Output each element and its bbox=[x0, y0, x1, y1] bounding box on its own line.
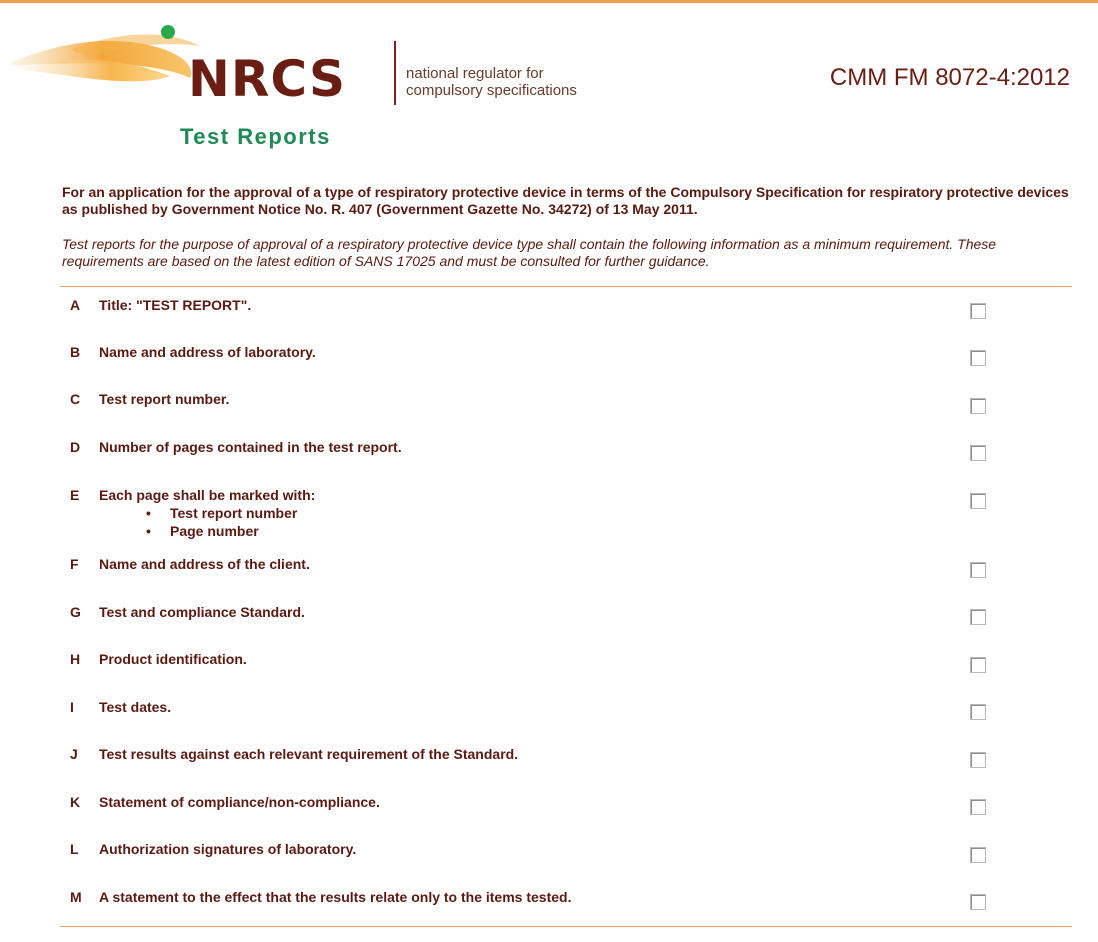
bullet-item: • Page number bbox=[99, 522, 999, 540]
requirement-letter: H bbox=[70, 651, 81, 667]
bottom-divider bbox=[60, 926, 1072, 927]
requirement-checkbox[interactable] bbox=[970, 894, 986, 910]
requirement-checkbox[interactable] bbox=[970, 350, 986, 366]
top-accent-rule bbox=[0, 0, 1098, 3]
requirement-letter: C bbox=[70, 391, 81, 407]
requirement-text-block bbox=[99, 486, 999, 540]
requirement-text: Number of pages contained in the test report. bbox=[99, 439, 402, 455]
requirement-letter: M bbox=[70, 889, 82, 905]
logo-tagline bbox=[406, 65, 626, 99]
top-divider bbox=[60, 286, 1072, 287]
requirement-text: Statement of compliance/non-compliance. bbox=[99, 794, 380, 810]
requirement-text: Name and address of the client. bbox=[99, 556, 310, 572]
requirement-letter: L bbox=[70, 841, 79, 857]
logo-divider bbox=[394, 41, 396, 105]
intro-guidance: Test reports for the purpose of approval of a respiratory protective device type shall contain the following information as a minimum requirement. These requirements are based on the latest edition of SANS 17025 and must be consulted for further guidance. bbox=[62, 236, 997, 269]
requirement-text: Product identification. bbox=[99, 651, 247, 667]
requirement-text: Test dates. bbox=[99, 699, 172, 715]
requirement-text: Test and compliance Standard. bbox=[99, 604, 305, 620]
tagline-line-1: national regulator for bbox=[406, 65, 544, 82]
requirement-checkbox[interactable] bbox=[970, 609, 986, 625]
requirement-checkbox[interactable] bbox=[970, 752, 986, 768]
requirement-letter: I bbox=[70, 699, 74, 715]
requirement-letter: K bbox=[70, 794, 81, 810]
requirement-letter: J bbox=[70, 746, 78, 762]
requirement-letter: D bbox=[70, 439, 81, 455]
requirement-checkbox[interactable] bbox=[970, 445, 986, 461]
requirement-text: Test results against each relevant requirement of the Standard. bbox=[99, 746, 519, 762]
requirement-checkbox[interactable] bbox=[970, 303, 986, 319]
requirement-checkbox[interactable] bbox=[970, 562, 986, 578]
requirement-checkbox[interactable] bbox=[970, 847, 986, 863]
logo-wordmark: NRCS bbox=[188, 50, 346, 108]
requirement-text: Each page shall be marked with: bbox=[99, 487, 316, 503]
requirement-letter: B bbox=[70, 344, 81, 360]
tagline-line-2: compulsory specifications bbox=[406, 82, 577, 99]
intro-statement: For an application for the approval of a type of respiratory protective device in terms of the Compulsory Specification for respiratory protective devices as published by Government Notice No. R. 407 (Government Gazette No. 34272) of 13 May 2011. bbox=[62, 184, 1069, 217]
requirement-text: A statement to the effect that the results relate only to the items tested. bbox=[99, 889, 572, 905]
requirement-letter: A bbox=[70, 297, 81, 313]
requirement-checkbox[interactable] bbox=[970, 799, 986, 815]
requirement-letter: F bbox=[70, 556, 79, 572]
requirement-letter: G bbox=[70, 604, 81, 620]
requirement-checkbox[interactable] bbox=[970, 398, 986, 414]
bullet-item: • Test report number bbox=[99, 504, 999, 522]
requirement-text: Title: "TEST REPORT". bbox=[99, 297, 252, 313]
requirement-text: Name and address of laboratory. bbox=[99, 344, 316, 360]
requirement-text: Authorization signatures of laboratory. bbox=[99, 841, 357, 857]
document-code: CMM FM 8072-4:2012 bbox=[829, 64, 1070, 91]
bullet-list bbox=[99, 504, 999, 540]
requirement-letter: E bbox=[70, 487, 80, 503]
requirement-checkbox[interactable] bbox=[970, 704, 986, 720]
requirement-text: Test report number. bbox=[99, 391, 230, 407]
page-title: Test Reports bbox=[180, 124, 331, 149]
requirement-checkbox[interactable] bbox=[970, 657, 986, 673]
nrcs-logo bbox=[10, 20, 610, 108]
logo-dot-icon bbox=[161, 25, 175, 39]
requirement-checkbox[interactable] bbox=[970, 493, 986, 509]
